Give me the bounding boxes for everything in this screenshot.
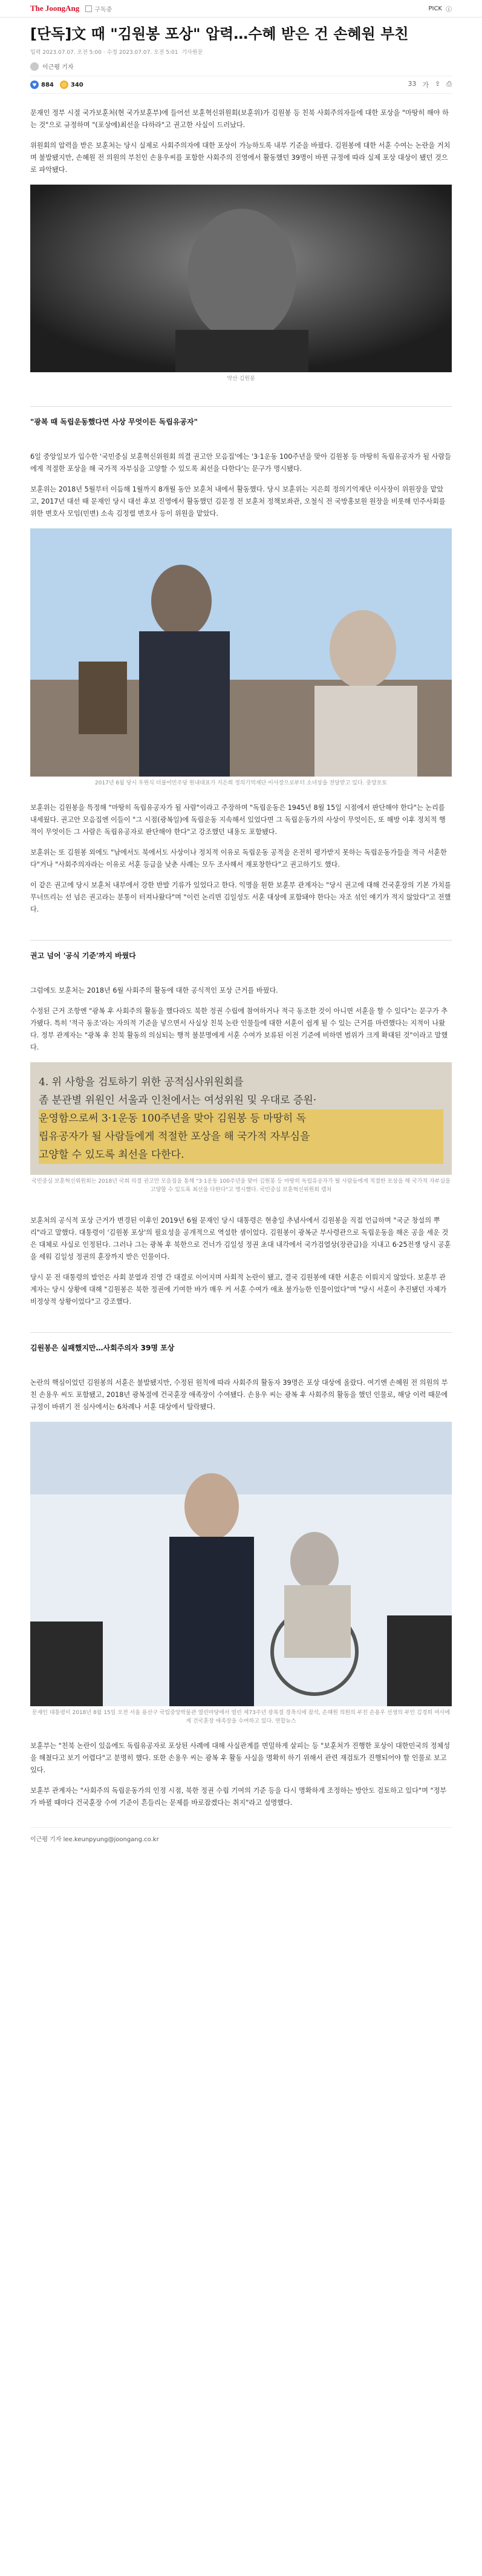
share-icon[interactable]: ⇪ (434, 80, 441, 88)
document-excerpt-image (30, 1062, 452, 1175)
comment-count[interactable]: 33 (408, 80, 417, 88)
article-meta (30, 48, 452, 56)
reporter[interactable] (30, 62, 452, 71)
pick-area[interactable] (428, 4, 452, 13)
paragraph: 보훈부는 "친북 논란이 있음에도 독립유공자로 포상된 사례에 대해 사실관계를 면밀하게 살피는 등 "보훈처가 진행한 포상이 대한민국의 정체성을 해쳤다고 보기 어렵다"고 분명히 했다. 또한 손용우 씨는 광복 후 활동 사실을 명확히 하기 위해서 관련 재검토가 진행되어야 할 인물로 보고 있다. (30, 1742, 451, 1774)
original-link[interactable]: 기사원문 (181, 50, 203, 56)
sad-icon: ☹ (60, 80, 68, 89)
byline: 이근평 기자 lee.keunpyung@joongang.co.kr (30, 1827, 452, 1843)
font-size-icon[interactable]: 가 (422, 81, 429, 89)
publisher-logo[interactable]: The JoongAng (30, 4, 80, 13)
photo-caption: 약산 김원봉 (227, 376, 255, 382)
ceremony-photo-image (30, 528, 452, 777)
action-bar (30, 76, 452, 94)
pick-label: PICK (428, 5, 442, 12)
like-reaction[interactable] (30, 80, 54, 89)
like-icon: ♥ (30, 80, 39, 89)
sad-reaction[interactable] (60, 80, 83, 89)
paragraph: 이 같은 권고에 당시 보훈처 내부에서 강한 반발 기류가 있었다고 한다. 익명을 원한 보훈부 관계자는 "당시 권고에 대해 건국훈장의 기본 가치를 무너뜨리는 선 넘은 권고라는 분통이 터져나왔다"며 "이런 논리면 김일성도 서훈 대상에 포함돼야 한다는 자조 섞인 얘기가 적지 않았다"고 전했다. (30, 881, 451, 913)
paragraph: 보훈위는 김원봉을 특정해 "마땅히 독립유공자가 될 사람"이라고 주장하며 "독립운동은 1945년 8월 15일 시점에서 판단해야 한다"는 논리를 내세웠다. 권고안 모음집엔 이들이 "그 시점(광복일)에 독립운동 지속해서 있었다면 그 독립운동가의 사상이 무엇이든, 또 해방 이후 정치적 행적이 무엇이든 그 사람은 독립유공자로 판단해야 한다"고 강조했던 내용도 포함됐다. (30, 804, 446, 836)
brand (30, 4, 112, 13)
article-dates: 입력 2023.07.07. 오전 5:00 · 수정 2023.07.07. 오전 5:01 (30, 50, 178, 56)
paragraph: 보훈위는 2018년 5월부터 이듬해 1월까지 8개월 동안 보훈처 내에서 활동했다. 당시 보훈위는 지은희 정의기억재단 이사장이 위원장을 맡았고, 2017년 대선 때 문재인 당시 대선 후보 진영에서 활동했던 김문정 전 보훈처 정책보좌관, 오철식 전 국방홍보원 원장을 비롯해 민주사회를 위한 변호사 모임(민변) 소속 김정렬 변호사 등이 위원을 맡았다. (30, 485, 446, 518)
sad-count: 340 (70, 81, 83, 88)
avatar (30, 62, 39, 71)
photo-caption: 문재인 대통령이 2018년 8월 15일 오전 서울 용산구 국립중앙박물관 열린마당에서 열린 제73주년 광복절 경축식에 참석, 손혜원 의원의 부친 손용우 선생의 부인 김경희 여사에게 건국훈장 애족장을 수여하고 있다. 연합뉴스 (31, 1710, 451, 1724)
photo-ceremony-2018 (30, 1422, 452, 1706)
check-icon (85, 5, 92, 12)
photo-ceremony-2017 (30, 528, 452, 777)
subheading: 권고 넘어 '공식 기준'까지 바꿨다 (30, 940, 452, 961)
subheading: 김원봉은 실패했지만…사회주의자 39명 포상 (30, 1332, 452, 1353)
paragraph: 그럼에도 보훈처는 2018년 6월 사회주의 활동에 대한 공식적인 포상 근거를 바꿨다. (30, 987, 278, 994)
paragraph: 위원회의 압력을 받은 보훈처는 당시 실제로 사회주의자에 대한 포상이 가능하도록 내부 기준을 바꿨다. 김원봉에 대한 서훈 수여는 논란을 거치며 불발됐지만, 손혜원 전 의원의 부친인 손용우씨를 포함한 사회주의 진영에서 활동했던 39명이 바뀐 규정에 따라 실제 포상 대상이 됐던 것으로 파악됐다. (30, 142, 451, 174)
document-line: 고양할 수 있도록 최선을 다한다. (39, 1146, 443, 1164)
document-line: 4. 위 사항을 검토하기 위한 공적심사위원회를 (39, 1076, 244, 1088)
photo-caption: 국민중심 보훈혁신위원회는 2018년 국회 의결 권고안 모음집을 통해 "3·1운동 100주년을 맞아 김원봉 등 마땅히 독립유공자가 될 사람들에게 적절한 포상을 해 국가적 자부심을 고양할 수 있도록 최선을 다한다"고 명시했다. 국민중심 보훈혁신위원회 캡처 (31, 1178, 451, 1193)
paragraph: 문재인 정부 시절 국가보훈처(현 국가보훈부)에 들어선 보훈혁신위원회(보훈위)가 김원봉 등 친북 사회주의자들에 대한 포상을 "마땅히 해야 하는 것"으로 규정하며 "(포상에)최선을 다하라"고 권고한 사실이 드러났다. (30, 109, 449, 129)
article-title: [단독]文 때 "김원봉 포상" 압력…수혜 받은 건 손혜원 부친 (30, 25, 409, 42)
paragraph: 보훈위는 또 김원봉 외에도 "남에서도 북에서도 사상이나 정치적 이유로 독립운동 공적을 온전히 평가받지 못하는 독립운동가들을 적극 서훈한다"거나 "사회주의자라는 이유로 서훈 등급을 낮춘 사례는 모두 조사해서 재포창한다"고 권고하기도 했다. (30, 849, 447, 869)
ceremony-2018-photo-image (30, 1422, 452, 1706)
info-icon: ⓘ (446, 6, 452, 13)
reporter-name: 이근평 기자 (42, 64, 74, 71)
paragraph: 당시 문 전 대통령의 발언은 사회 분열과 진영 간 대결로 이어지며 사회적 논란이 됐고, 결국 김원봉에 대한 서훈은 이뤄지지 않았다. 보훈부 관계자는 당시 상황에 대해 "김원봉은 북한 정권에 기여한 바가 매우 커 서훈 수여가 애초 불가능한 인물이었다"며 "당시 서훈이 추진됐던 자체가 비정상적 상황이었다"고 강조했다. (30, 1273, 447, 1306)
photo-caption: 2017년 6월 당시 우원식 더불어민주당 원내대표가 지은희 정의기억재단 이사장으로부터 소녀상을 전달받고 있다. 중앙포토 (94, 780, 388, 786)
tool-icons (408, 80, 452, 90)
paragraph: 6일 중앙일보가 입수한 '국민중심 보훈혁신위원회 의결 권고안 모음집'에는 '3·1운동 100주년을 맞아 김원봉 등 마땅히 독립유공자가 될 사람들에게 적절한 포상을 해 국가적 자부심을 고양할 수 있도록 최선을 다한다'는 문구가 명시됐다. (30, 453, 451, 473)
reactions (30, 80, 83, 89)
article (0, 25, 482, 1843)
paragraph: 보훈부 관계자는 "사회주의 독립운동가의 인정 시점, 북한 정권 수립 기여의 기준 등을 다시 명확하게 조정하는 방안도 검토하고 있다"며 "정부가 바뀔 때마다 건국훈장 수여 기준이 흔들리는 문제를 바로잡겠다는 취지"라고 설명했다. (30, 1787, 447, 1807)
paragraph: 보훈처의 공식적 포상 근거가 변경된 이후인 2019년 6월 문재인 당시 대통령은 현충일 추념사에서 김원봉을 직접 언급하며 "국군 창설의 뿌리"라고 말했다. 대통령이 '김원봉 포상'의 필요성을 공개적으로 역설한 셈이었다. 김원봉이 광복군 부사령관으로 독립운동을 해온 공을 세운 것은 대체로 사실로 인정된다. 그러나 그는 광복 후 북한으로 건너가 김일성 정권 초대 내각에서 국가검열상(장관급)을 지내고 6·25전쟁 당시 공훈을 세워 김일성 정권의 훈장까지 받은 인물이다. (30, 1217, 451, 1261)
top-bar (0, 0, 482, 18)
subheading: "광복 때 독립운동했다면 사상 무엇이든 독립유공자" (30, 406, 452, 427)
kim-wonbong-photo-image (30, 185, 452, 372)
document-line: 운영함으로써 3·1운동 100주년을 맞아 김원봉 등 마땅히 독 (39, 1109, 443, 1128)
paragraph: 수정된 근거 조항엔 "광복 후 사회주의 활동을 했다라도 북한 정권 수립에 참여하거나 적극 동조한 것이 아니면 서훈을 할 수 있다"는 문구가 추가됐다. 특히 '적극 동조'라는 자의적 기준을 넣으면서 사실상 친북 논란 인물들에 대한 서훈이 쉽게 될 수 있는 근거를 마련했다는 지적이 나왔다. 정부 관계자는 "광복 후 친북 활동의 의심되는 행적 불분명에게 서훈 수여가 보류된 이전 기준에 비하면 범위가 크게 확대된 것"이라고 말했다. (30, 1007, 448, 1051)
photo-kim-wonbong (30, 185, 452, 372)
subscribe-label: 구독중 (94, 6, 112, 13)
like-count: 884 (41, 81, 54, 88)
print-icon[interactable]: ⎙ (446, 80, 452, 88)
paragraph: 논란의 핵심이었던 김원봉의 서훈은 불발됐지만, 수정된 원칙에 따라 사회주의 활동자 39명은 포상 대상에 올랐다. 여기엔 손혜원 전 의원의 부친 손용우 씨도 포함됐고, 2018년 광복절에 건국훈장 애족장이 수여됐다. 손용우 씨는 광복 후 사회주의 활동을 했던 인물로, 해당 이력 때문에 규정이 바뀌기 전 심사에서는 6차례나 서훈 대상에서 탈락됐다. (30, 1379, 448, 1411)
subscribe-status[interactable] (85, 4, 112, 13)
document-line: 립유공자가 될 사람들에게 적절한 포상을 해 국가적 자부심을 (39, 1128, 443, 1146)
document-line: 좀 분관별 위원인 서울과 인천에서는 여성위원 및 우대로 증원· (39, 1094, 317, 1106)
